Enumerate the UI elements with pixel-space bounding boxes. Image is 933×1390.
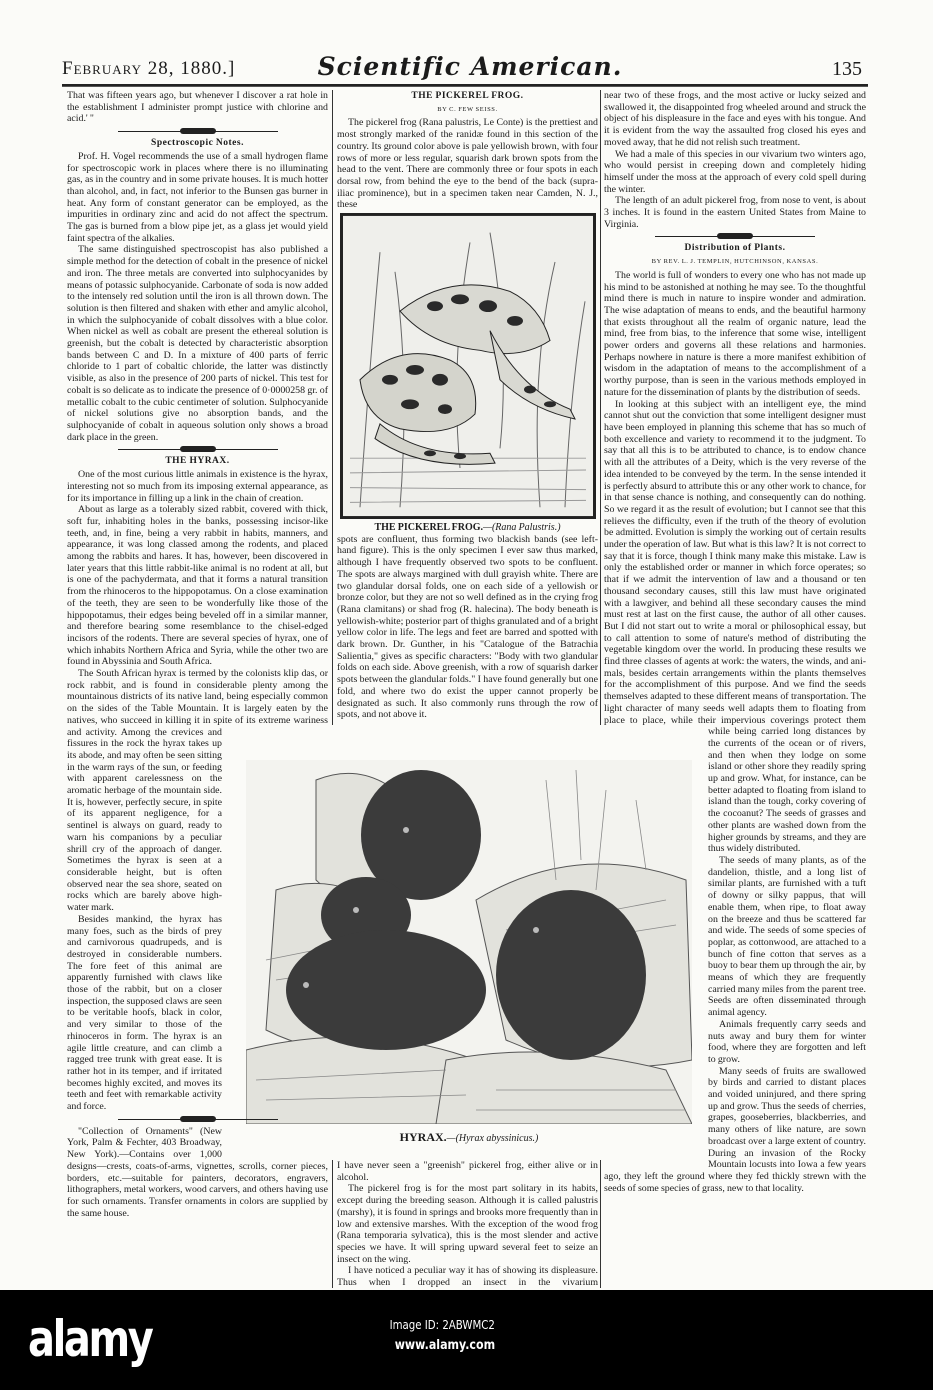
paragraph: One of the most curious little animals in existence is the hyrax, interesting not so much from its imposing external appearance, as for its importance in filling up a link in the chain of creation. <box>67 469 328 504</box>
paragraph: The world is full of wonders to every one who has not made up his mind to be astonished at nothing he may see. To the thoughtful mind there is much in nature to inspire wonder and admiration. The wise adaptation of means to ends, and the beautiful harmony that exists throughout all the realm of organic nature, lead the mind, free from bias, to the inference that some wise, intelligent power orders and governs all these relations and harmonies. Perhaps nowhere in nature is there a more manifest exhibition of wisdom in the adaptation of means to the accomplishment of a worthy purpose, than is seen in the various methods employed in nature for the dissemination of plants by the distribution of seeds. <box>604 269 866 398</box>
wrap-spacer <box>604 728 708 1160</box>
paragraph: We had a male of this species in our vivarium two winters ago, who would persist in creeping down and completely hiding himself under the moss at the approach of every cold spell during the winter. <box>604 148 866 195</box>
paragraph: The pickerel frog (Rana palustris, Le Conte) is the prettiest and most strongly marked of the ranidæ found in this section of the country. Its ground color above is pale yellowish brown, with four rows of more or less regular, squarish dark brown spots from the head to the vent. There are commonly three or four spots in each dorsal row, from behind the eye to the bend of the back (supra-iliac prominence), but in a specimen taken near Camden, N. J., these <box>337 117 598 211</box>
masthead-title: Scientific American. <box>317 52 623 81</box>
article-heading: Distribution of Plants. <box>684 243 786 254</box>
site-url: www.alamy.com <box>394 1338 495 1353</box>
section-ornament <box>655 232 815 241</box>
caption-title: HYRAX. <box>399 1130 447 1144</box>
left-column <box>67 90 328 1219</box>
wrap-spacer <box>222 728 328 1160</box>
paragraph: The same distinguished spectroscopist has also published a simple method for the detection of cobalt in the presence of nickel and iron. The three metals are converted into sulphocyanides by means of potassic sulphocyanide. Carbonate of soda is now added to the intensely red solution until the iron is all thrown down. The solution is then filtered and shaken with ether and amylic alcohol, in which the sulphocyanide of cobalt dissolves with a blue color. When nickel as well as cobalt are present the ethereal solution is greenish, but the cobalt is detected by characteristic absorption bands between C and D. In a mixture of 400 parts of ferric chloride to 1 part of cobaltic chloride, the latter was distinctly visible, as also in the presence of 200 parts of nickel. This test for cobalt is so delicate as to indicate the presence of 0·0000258 gr. of metallic cobalt to the cubic centimeter of solution. Sulphocyanide of nickel solutions give no absorption bands, and the sulphocyanide of cobalt in aqueous solution only shows a broad dark place in the green. <box>67 244 328 443</box>
paragraph: Animals frequently carry seeds and nuts away and bury them for winter food, where they are forgotten and left to grow. <box>708 1018 866 1065</box>
article-byline: BY REV. L. J. TEMPLIN, HUTCHINSON, KANSAS. <box>651 258 819 266</box>
column-divider <box>332 90 333 725</box>
paragraph: The length of an adult pickerel frog, from nose to vent, is about 3 inches. It is found in the eastern United States from Maine to Virginia. <box>604 195 866 230</box>
right-column <box>604 90 866 1194</box>
paragraph: I have noticed a peculiar way it has of showing its displeasure. Thus when I dropped an insect in the vivarium <box>337 1265 598 1289</box>
paragraph-text: climb a ragged tree trunk with great ease. It is rather hot in its temper, and if irritated becomes highly excited, and moves its teeth and feet with remarkable activity and force. <box>67 1042 223 1113</box>
column-divider <box>600 1160 601 1288</box>
issue-date: February 28, 1880.] <box>62 58 236 79</box>
pickerel-frog-engraving <box>340 213 596 519</box>
paragraph: spots are confluent, thus forming two blackish bands (see left-hand figure). This is the only specimen I ever saw thus marked, although I have frequently observed two spots to be confluent. The spots are always margined with dull grayish white. There are two glandular dorsal folds, one on each side of a yellowish or bronze color, but they are not so well defined as in the crying frog (Rana clamitans) or shad frog (R. halecina). The body beneath is yellowish-white; posterior part of thighs granulated and of a bright yellow color in life. The legs and feet are barred and spotted with dark brown. Dr. Gunther, in his "Catalogue of the Batrachia Salientia," gives as specific characters: "Body with two glandular folds on each side. Above greenish, with a row of squarish darker spots between the glandular folds." I have found generally but one fold, and where two do exist the upper cannot properly be designated as such. It also commonly runs through the row of spots, and not above it. <box>337 533 598 721</box>
frog-figure-caption <box>337 522 598 534</box>
header-rule <box>62 84 868 87</box>
caption-title: THE PICKEREL FROG. <box>374 522 484 534</box>
middle-column-bottom <box>337 1160 598 1289</box>
article-byline: BY C. FEW SEISS. <box>437 105 498 113</box>
paragraph: Prof. H. Vogel recommends the use of a small hydrogen flame for spectroscopic work in places where there is no illuminating gas, as in the country and in some private houses. It is much hotter than alcohol, and, in fact, not inferior to the Bunsen gas burner in heat. Any form of constant generator can be employed, as the impurities in ordinary zinc and acid do not affect the spectrum. The gas is burned from a blow pipe jet, as a glass jet would yield faint spectra of the alkalies. <box>67 150 328 244</box>
section-ornament <box>118 445 278 454</box>
middle-column-top <box>337 90 598 721</box>
paragraph: Many seeds of fruits are swallowed by birds and carried to distant places and voided uninjured, and there spring up and grow. Thus the seeds of cherries, grapes, gooseberries, blackberries, and many others of like nature, are sown broadcast over a large extent of country. During an invasion of the Rocky Mountain locusts into Iowa a few years ago, they left the ground where they fed thickly strewn with the seeds of some species of grass, new to that locality. <box>604 1065 866 1194</box>
stock-photo-banner <box>0 1290 933 1390</box>
paragraph-text: das, or rock rabbit, and is found in considerable plenty among the mountainous districts of its native land, being especially common on the sides of the Table Mountain. It is largely eaten by the natives, who succeed in killing it in spite of its extreme wariness and activity. Among the crevices and fissures in the rock the hyrax takes up its abode, and may often be seen sitting in the warm rays of the sun, or feeding with apparent carelessness on the aromatic herbage of the mountain side. It is, however, perfectly secure, in spite of its apparent negligence, for a sentinel is always on guard, ready to warn his companions by a peculiar shrill cry of the approach of danger. Sometimes the hyrax is seen at a considerable height, but is often observed near the sea shore, seated on rocks which are barely above high-water mark. <box>67 668 328 914</box>
article-heading: THE PICKEREL FROG. <box>411 91 524 101</box>
caption-species: —(Rana Palustris.) <box>483 522 561 534</box>
section-heading: Spectroscopic Notes. <box>151 138 244 149</box>
paragraph: About as large as a tolerably sized rabbit, covered with thick, soft fur, inhabiting holes in the banks, possessing incisor-like teeth, and, in fine, being a very rabbit in habits, manners, and appearance, it was long classed among the rodents, and placed among the rabbits and hares. It has, however, been discovered in later years that this little rabbit-like animal is no rodent at all, but is one of the pachydermata, and that it forms a natural transition from the rhinoceros to the hippopotamus. On a close examination of the teeth, they are seen to be wonderfully like those of the hippopotamus, their edges being beveled off in a similar manner, and therefore bearing some resemblance to the chisel-edged incisors of the rodents. There are several species of hyrax, one of which inhabits Northern Africa and Syria, while the other two are found in Abyssinia and South Africa. <box>67 504 328 668</box>
section-ornament <box>118 127 278 136</box>
section-heading: THE HYRAX. <box>165 456 230 467</box>
section-ornament <box>118 1115 278 1124</box>
paragraph: The seeds of many plants, as of the dandelion, thistle, and a long list of similar plants, are furnished with a tuft of downy or silky pappus, that will enable them, when ripe, to float away on the breeze and thus be scattered far and wide. The seeds of some species of poplar, as cottonwood, are attached to a bunch of fine cotton that serves as a buoy to bear them up through the air, by means of which they are frequently carried many miles from the parent tree. Seeds are often disseminated through animal agency. <box>708 855 866 1019</box>
paragraph-text: mals, besides certain arrangements within the plants themselves for the accomplishment of this purpose. And we find the seeds themselves adapted to these different means of transportation. The light character of many seeds well adapts them to floating from place to place, while their impervious coverings protect them while being carried long distances by the currents of the ocean or of rivers, and then when they lodge on some island or other shore they readily spring up and grow. What, for instance, can be better adapted to floating from island to island than the tough, corky covering of the cocoanut? The seeds of grasses and other plants are washed down from the higher grounds by streams, and they are thus widely distributed. <box>604 667 866 855</box>
image-id: Image ID: 2ABWMC2 <box>389 1318 495 1332</box>
paragraph-text: Besides mankind, the hyrax has many foes, such as the birds of prey and carnivorous quadrupeds, and is destroyed in considerable numbers. The fore feet of this animal are apparently furnished with claws like those of the rabbit, but on a closer inspection, the supposed claws are seen to be veritable hoofs, black in color, and very similar to those of the rhinoceros in form. The hyrax is an agile little creature, and can <box>67 913 222 1054</box>
paragraph-text: The South African hyrax is termed by the colonists klip <box>78 668 299 680</box>
alamy-logo: alamy <box>28 1310 152 1368</box>
paragraph-text: In looking at this subject with an intelligent eye, the mind cannot shut out the conviction that some intelligent designer must have been employed in planning this scheme that has so much of both excellence and variety to recommend it to the judgment. To say that all this is to be attributed to chance, is to endow chance with all the attributes of a Deity, which is the very reverse of the idea intended to be conveyed by the term. In the sense intended it is perfectly absurd to attribute this or any other work to chance, for in that sense chance is nothing, and consequently can do nothing. So we regard it as the result of evolution; but I cannot see that this relieves the difficulty, even if the truth of the theory of evolution be admitted. Evolution is simply the working out of certain results under the operation of law. But what is this law? It is not correct to say that it is force, though I think many make this mistake. Law is only the established order or manner in which force operates; so that if we admit the intervention of law and a thousand or ten thousand secondary causes, still this law must have originated with a lawgiver, and behind all these secondary causes the mind must rest at last on the first cause, the author of all other causes. But I did not start out to write a moral or philosophical essay, but to call attention to some of nature's method of distributing the vegetable kingdom over the world. In producing these results we find three classes of agents at work: the waters, the winds, and ani- <box>604 398 866 668</box>
paragraph: "Collection of Ornaments" (New York, Palm & Fechter, 403 Broadway, New York).—Contains over 1,000 designs—crests, coats-of-arms, vignettes, scrolls, corner pieces, borders, etc.—suitable for painters, decorators, engravers, lithographers, metal workers, wood carvers, and others having use for such ornaments. Transfer ornaments in colors are supplied by the same house. <box>67 1125 328 1219</box>
column-divider <box>332 1160 333 1288</box>
page-number: 135 <box>832 58 862 80</box>
paragraph: I have never seen a "greenish" pickerel frog, either alive or in alcohol. <box>337 1160 598 1183</box>
column-divider <box>600 90 601 725</box>
paragraph: near two of these frogs, and the most active or lucky seized and swallowed it, the disappointed frog wheeled around and struck the object of his displeasure in the face and eyes with his tongue. And it is evident from the way the assaulted frog closed his eyes and moved away, that he did not relish such treatment. <box>604 90 866 148</box>
paragraph: That was fifteen years ago, but whenever I discover a rat hole in the establishment I administer prompt justice with chlorine and acid.' " <box>67 90 328 125</box>
caption-species: —(Hyrax abyssinicus.) <box>446 1133 539 1144</box>
paragraph: The pickerel frog is for the most part solitary in its habits, except during the breeding season. Although it is called palustris (marshy), it is found in springs and brooks more frequently than in low and extensive marshes. With the exception of the wood frog (Rana temporaria sylvatica), this is the most slender and active species we have. It will spring upward several feet to seize an insect on the wing. <box>337 1183 598 1265</box>
